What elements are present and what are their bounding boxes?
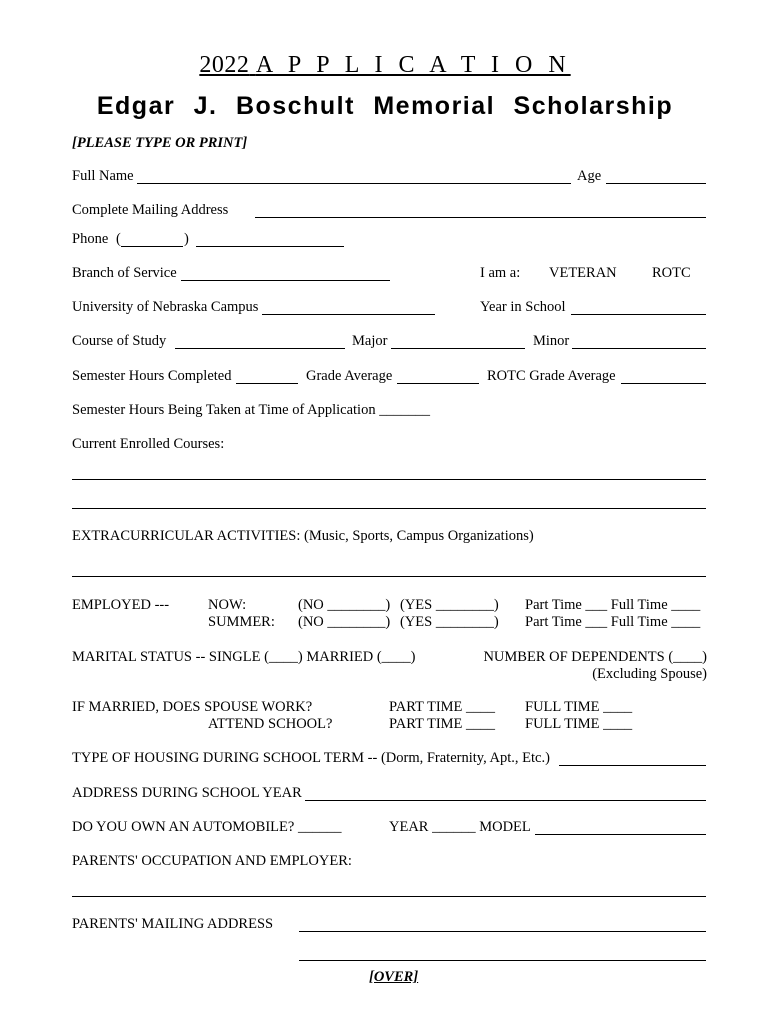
phone-paren-open: ( <box>116 231 121 247</box>
marital-status-label[interactable]: MARITAL STATUS -- SINGLE (____) MARRIED (____) <box>72 649 416 665</box>
summer-no-option[interactable]: (NO ________) <box>298 614 391 630</box>
application-title <box>0 52 770 79</box>
employed-label: EMPLOYED --- <box>72 597 170 613</box>
mailing-address-label: Complete Mailing Address <box>72 202 229 218</box>
minor-label: Minor <box>533 333 570 349</box>
parents-occupation-line[interactable] <box>72 896 706 897</box>
mailing-address-field[interactable] <box>255 217 706 218</box>
branch-field[interactable] <box>181 280 390 281</box>
parents-occupation-label: PARENTS' OCCUPATION AND EMPLOYER: <box>72 853 352 869</box>
now-no-option[interactable]: (NO ________) <box>298 597 391 613</box>
sem-hours-field[interactable] <box>236 383 298 384</box>
instruction-text: [PLEASE TYPE OR PRINT] <box>72 135 248 151</box>
extracurricular-label: EXTRACURRICULAR ACTIVITIES: (Music, Sports, Campus Organizations) <box>72 528 534 544</box>
spouse-work-label: IF MARRIED, DOES SPOUSE WORK? <box>72 699 313 715</box>
rotc-option[interactable]: ROTC <box>652 265 691 281</box>
over-note: [OVER] <box>369 969 419 985</box>
now-part-full[interactable]: Part Time ___ Full Time ____ <box>525 597 701 613</box>
major-label: Major <box>352 333 388 349</box>
attend-school-label: ATTEND SCHOOL? <box>208 716 333 732</box>
grade-average-field[interactable] <box>397 383 479 384</box>
excluding-spouse-note: (Excluding Spouse) <box>592 666 707 682</box>
phone-label: Phone <box>72 231 109 247</box>
year-in-school-label: Year in School <box>480 299 566 315</box>
summer-part-full[interactable]: Part Time ___ Full Time ____ <box>525 614 701 630</box>
grade-average-label: Grade Average <box>306 368 393 384</box>
age-field[interactable] <box>606 183 706 184</box>
auto-year-model-label[interactable]: YEAR ______ MODEL <box>389 819 531 835</box>
course-label: Course of Study <box>72 333 167 349</box>
courses-line-1[interactable] <box>72 479 706 480</box>
parents-address-label: PARENTS' MAILING ADDRESS <box>72 916 274 932</box>
attend-school-full-time[interactable]: FULL TIME ____ <box>525 716 633 732</box>
summer-label: SUMMER: <box>208 614 275 630</box>
rotc-grade-field[interactable] <box>621 383 706 384</box>
rotc-grade-label: ROTC Grade Average <box>487 368 616 384</box>
housing-type-label: TYPE OF HOUSING DURING SCHOOL TERM -- (Dorm, Fraternity, Apt., Etc.) <box>72 750 550 766</box>
age-label: Age <box>577 168 602 184</box>
veteran-option[interactable]: VETERAN <box>549 265 617 281</box>
course-field[interactable] <box>175 348 345 349</box>
phone-number-field[interactable] <box>196 246 344 247</box>
attend-school-part-time[interactable]: PART TIME ____ <box>389 716 496 732</box>
now-label: NOW: <box>208 597 247 613</box>
housing-type-field[interactable] <box>559 765 706 766</box>
sem-hours-label: Semester Hours Completed <box>72 368 232 384</box>
year-in-school-field[interactable] <box>571 314 706 315</box>
summer-yes-option[interactable]: (YES ________) <box>400 614 499 630</box>
parents-address-line-2[interactable] <box>299 960 706 961</box>
i-am-a-label: I am a: <box>480 265 521 281</box>
extracurricular-line[interactable] <box>72 576 706 577</box>
full-name-label: Full Name <box>72 168 134 184</box>
application-year: 2022 <box>199 52 250 78</box>
auto-model-field[interactable] <box>535 834 706 835</box>
phone-paren-close: ) <box>184 231 189 247</box>
school-address-label: ADDRESS DURING SCHOOL YEAR <box>72 785 302 801</box>
dependents-label[interactable]: NUMBER OF DEPENDENTS (____) <box>483 649 707 665</box>
courses-line-2[interactable] <box>72 508 706 509</box>
school-address-field[interactable] <box>305 800 706 801</box>
spouse-work-full-time[interactable]: FULL TIME ____ <box>525 699 633 715</box>
minor-field[interactable] <box>572 348 706 349</box>
branch-label: Branch of Service <box>72 265 177 281</box>
major-field[interactable] <box>391 348 525 349</box>
courses-label: Current Enrolled Courses: <box>72 436 225 452</box>
campus-label: University of Nebraska Campus <box>72 299 259 315</box>
automobile-label[interactable]: DO YOU OWN AN AUTOMOBILE? ______ <box>72 819 342 835</box>
sem-taken-label: Semester Hours Being Taken at Time of Application _______ <box>72 402 430 418</box>
campus-field[interactable] <box>262 314 435 315</box>
parents-address-line-1[interactable] <box>299 931 706 932</box>
now-yes-option[interactable]: (YES ________) <box>400 597 499 613</box>
scholarship-title: Edgar J. Boschult Memorial Scholarship <box>96 92 674 120</box>
phone-area-code-field[interactable] <box>121 246 183 247</box>
spouse-work-part-time[interactable]: PART TIME ____ <box>389 699 496 715</box>
full-name-field[interactable] <box>137 183 571 184</box>
application-word: A P P L I C A T I O N <box>255 52 571 78</box>
